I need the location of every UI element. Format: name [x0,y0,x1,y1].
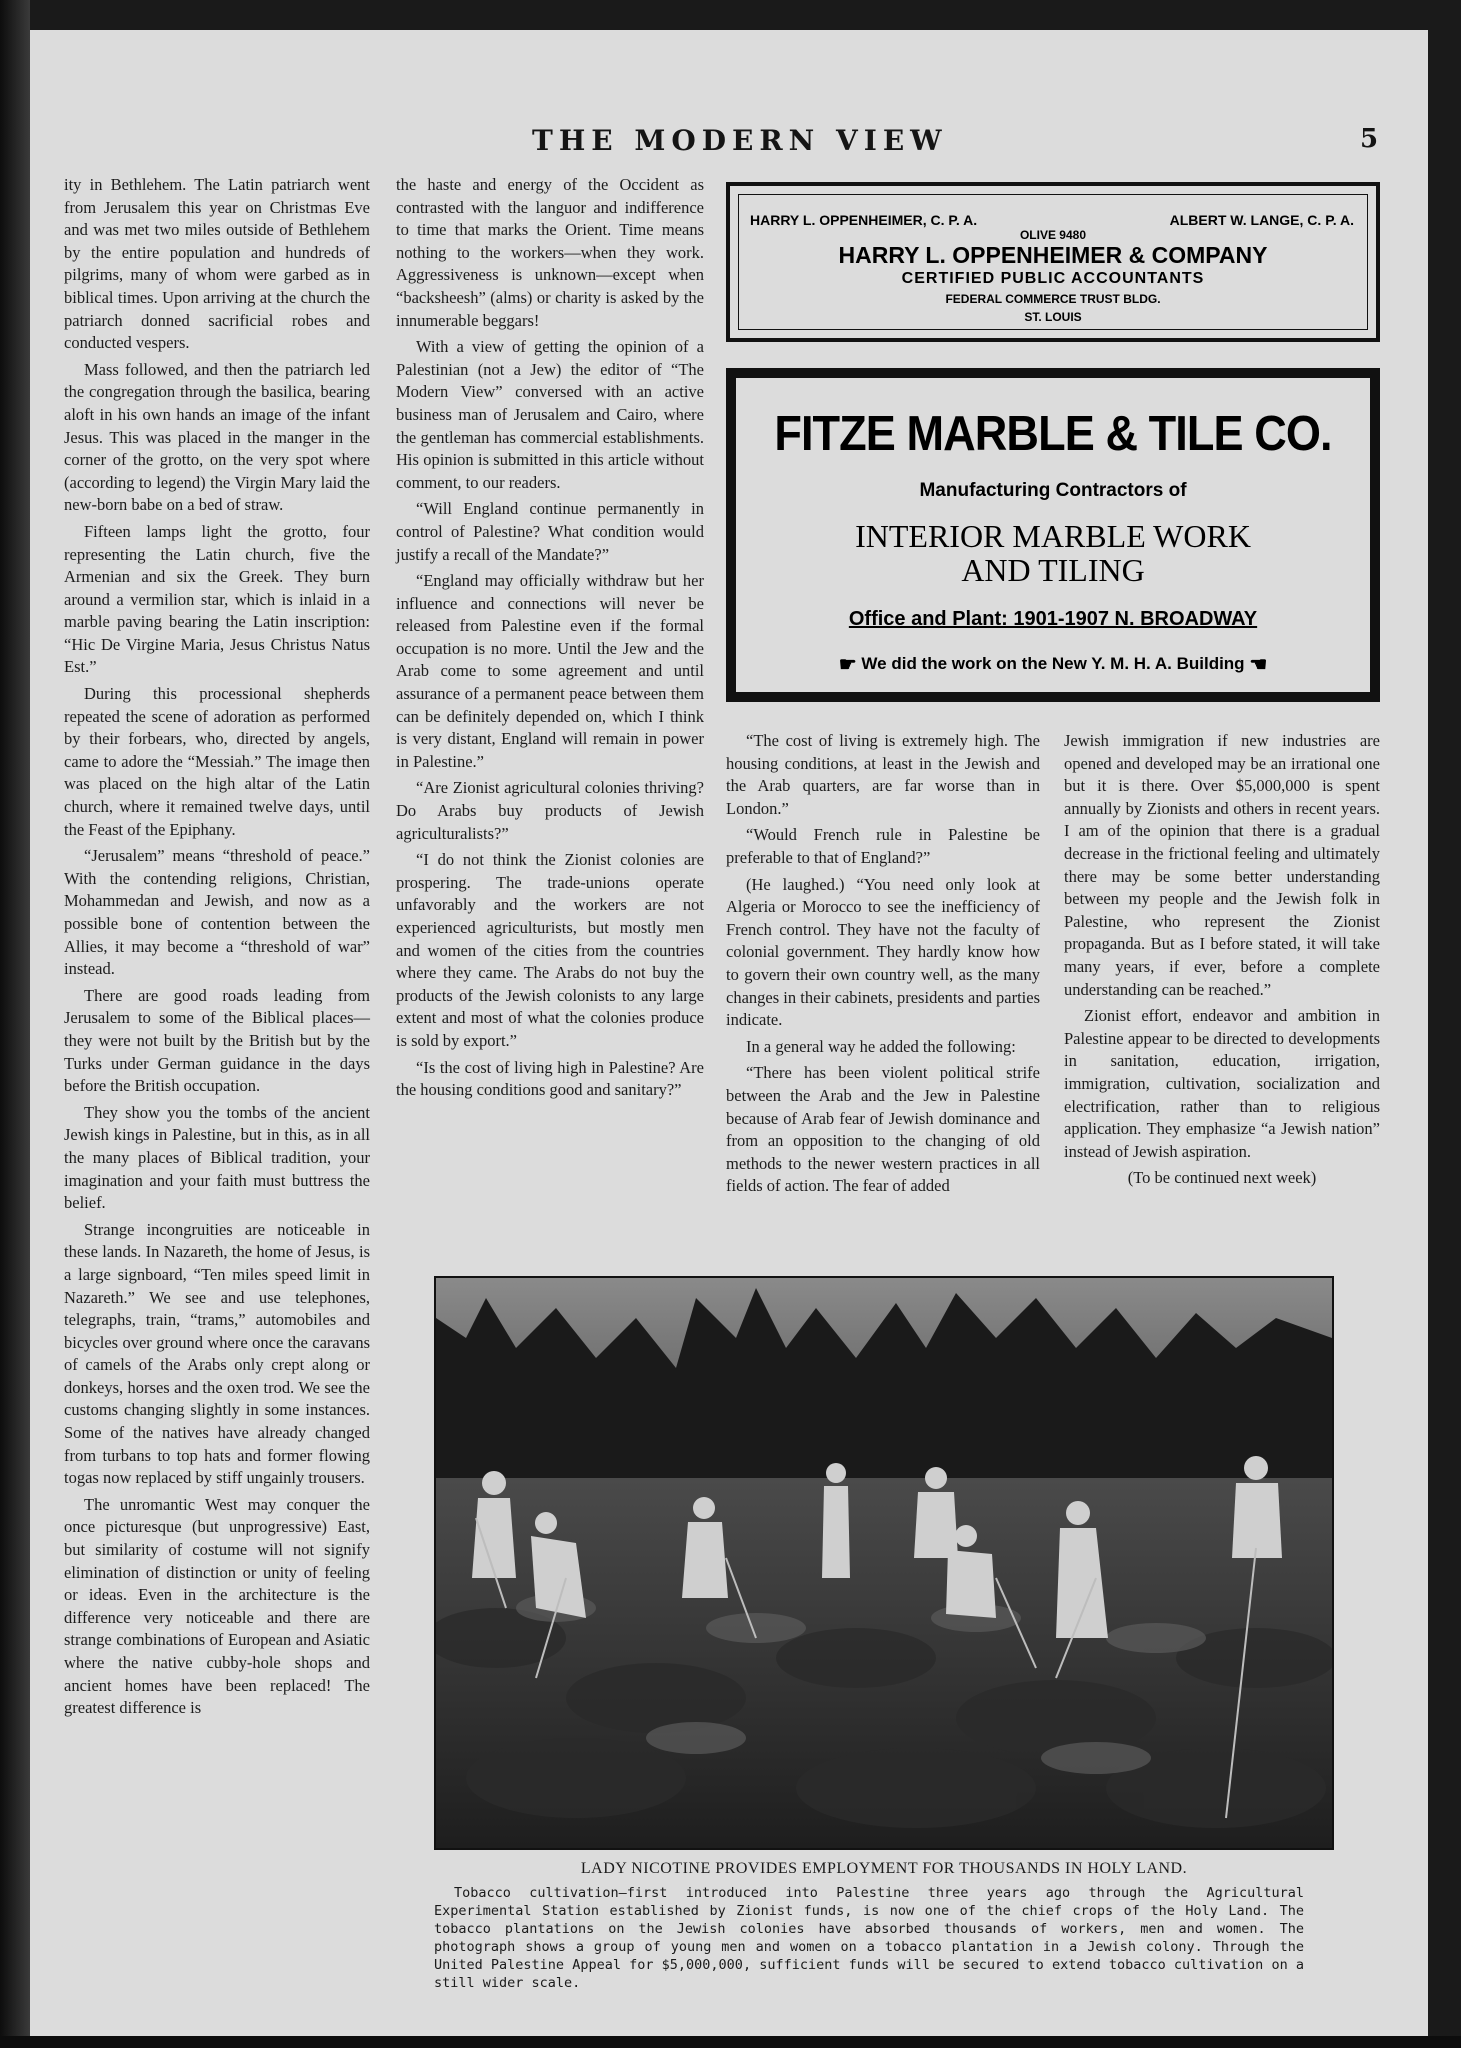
marble-manufacturing: Manufacturing Contractors of [919,480,1187,501]
marble-company-name: FITZE MARBLE & TILE CO. [774,407,1332,461]
photo-caption-body [434,1884,1304,1992]
paragraph: Mass followed, and then the patriarch led the congregation through the basilica, bearing aloft in his own hands an image of the infant Jesus. This was placed in the manger in the corner of the grotto, on the very spot where (according to legend) the Virgin Mary laid the new-born babe on a bed of straw. [64,359,370,515]
paragraph: “Jerusalem” means “threshold of peace.” With the contending religions, Christian, Mohammedan and Jewish, and now as a possible bone of contention between the Allies, it may become a “threshold of war” instead. [64,846,370,979]
photo-caption-title: LADY NICOTINE PROVIDES EMPLOYMENT FOR THOUSANDS IN HOLY LAND. [580,1860,1188,1877]
paragraph: “Are Zionist agricultural colonies thriving? Do Arabs buy products of Jewish agriculturalists?” [396,778,704,843]
paragraph: “Would French rule in Palestine be preferable to that of England?” [726,825,1040,867]
paragraph: “Will England continue permanently in control of Palestine? What condition would justify a recall of the Mandate?” [396,499,704,564]
accountants-advertisement [726,182,1380,342]
paragraph: “There has been violent political strife between the Arab and the Jew in Palestine because of Arab fear of Jewish dominance and from an opposition to the changing of old methods to the newer western practices in all fields of action. The fear of added [726,1063,1040,1196]
paragraph: Zionist effort, endeavor and ambition in Palestine appear to be directed to developments in sanitation, education, irrigation, immigration, cultivation, socialization and electrification, rather than to religious application. They emphasize “a Jewish nation” instead of Jewish aspiration. [1064,1006,1380,1161]
paragraph: With a view of getting the opinion of a Palestinian (not a Jew) the editor of “The Modern View” conversed with an active business man of Jerusalem and Cairo, where the gentleman has commercial establishments. His opinion is submitted in this article without comment, to our readers. [396,337,704,492]
paragraph: “Is the cost of living high in Palestine? Are the housing conditions good and sanitary?” [396,1057,704,1100]
binding-shadow [0,0,30,2048]
pointing-hand-left-icon: ☚ [1249,654,1268,676]
column-3 [726,730,1040,1202]
paragraph: “I do not think the Zionist colonies are prospering. The trade-unions operate unfavorably and the workers are not experienced agriculturists, but mostly men and women of the cities from the countries where they came. The Arabs do not buy the products of the Jewish colonists to any large extent and most of what the colonies produce is sold by export.” [396,850,704,1050]
pointing-hand-right-icon: ☛ [838,654,857,676]
marble-ymha-line [736,652,1370,677]
cpa-phone: OLIVE 9480 [1019,228,1087,242]
column-1 [64,174,370,1724]
cpa-city: ST. LOUIS [1024,310,1082,324]
continued-note: (To be continued next week) [1127,1168,1317,1188]
bottom-shadow [0,2036,1461,2048]
marble-work-line-1: INTERIOR MARBLE WORK [855,518,1251,554]
paragraph: They show you the tombs of the ancient Jewish kings in Palestine, but in this, as in all the many places of Biblical tradition, your imagination and your faith must buttress the belief. [64,1102,370,1213]
cpa-left-name: HARRY L. OPPENHEIMER, C. P. A. [750,212,978,228]
tobacco-field-photograph [434,1276,1334,1850]
paragraph: Jewish immigration if new industries are opened and developed may be an irrational one but it is there. Over $5,000,000 is spent annually by Zionists and others in recent years. I am of the opinion that there is a gradual decrease in the frictional feeling and ultimately there may be some better understanding between my people and the Jewish folk in Palestine, who represent the Zionist propaganda. But as I before stated, it will take many years, if ever, before a complete understanding can be reached.” [1064,731,1380,999]
marble-advertisement [726,368,1380,702]
paragraph: Fifteen lamps light the grotto, four representing the Latin church, five the Armenian and six the Greek. They burn around a vermilion star, which is inlaid in a marble paving bearing the Latin inscription: “Hic De Virgine Maria, Jesus Christus Natus Est.” [64,521,370,677]
photo-caption-text: Tobacco cultivation—first introduced into Palestine three years ago through the Agricultural Experimental Station established by Zionist funds, is now one of the chief crops of the Holy Land. The tobacco plantations on the Jewish colonies have absorbed thousands of workers, men and women. The photograph shows a group of young men and women on a tobacco plantation in a Jewish colony. Through the United Palestine Appeal for $5,000,000, sufficient funds will be secured to extend tobacco cultivation on a still wider scale. [434,1885,1304,1991]
paragraph: The unromantic West may conquer the once picturesque (but unprogressive) East, but similarity of costume will not signify elimination of distinction or unity of feeling or ideas. Even in the architecture is the difference very noticeable and there are strange combinations of European and Asiatic where the native cubby-hole shops and ancient homes have been replaced! The greatest difference is [64,1494,370,1718]
paragraph: (He laughed.) “You need only look at Algeria or Morocco to see the inefficiency of French control. They have not the faculty of colonial government. They hardly know how to govern their own country well, as the many changes in their cabinets, presidents and parties indicate. [726,874,1040,1030]
paragraph: Strange incongruities are noticeable in these lands. In Nazareth, the home of Jesus, is a large signboard, “Ten miles speed limit in Nazareth.” We see and use telephones, telegraphs, train, “trams,” automobiles and bicycles over ground where once the caravans of camels of the Arabs only crept along or donkeys, horses and the oxen trod. We see the customs changing slightly in some instances. Some of the natives have already changed from turbans to top hats and former flowing togas now replaced by stiff ungainly trousers. [64,1219,370,1488]
paragraph: In a general way he added the following: [746,1036,1016,1056]
photo-illustration [436,1278,1332,1848]
cpa-address: FEDERAL COMMERCE TRUST BLDG. [945,292,1161,306]
paragraph: There are good roads leading from Jerusalem to some of the Biblical places—they were not built by the British but by the Turks under German guidance in the days before the British occupation. [64,985,370,1096]
marble-ymha-text: We did the work on the New Y. M. H. A. Building [861,653,1245,673]
column-4 [1064,730,1380,1194]
paragraph: During this processional shepherds repeated the scene of adoration as performed by their forbears, who, directed by angels, came to adore the “Messiah.” The image then was placed on the high altar of the Latin church, where it remained twelve days, until the Feast of the Epiphany. [64,684,370,839]
marble-office-address: Office and Plant: 1901-1907 N. BROADWAY [848,608,1258,630]
page-number: 5 [1360,124,1379,154]
column-2 [396,174,704,1106]
cpa-role: CERTIFIED PUBLIC ACCOUNTANTS [901,270,1205,287]
cpa-firm-name: HARRY L. OPPENHEIMER & COMPANY [838,242,1268,268]
paragraph: “England may officially withdraw but her influence and connections will never be released from Palestine even if the formal occupation is no more. Until the Jew and the Arab come to some agreement and until assurance of a permanent peace between them can be definitely depended on, which I think is very distant, England will remain in power in Palestine.” [396,571,704,771]
paragraph: “The cost of living is extremely high. The housing conditions, at least in the Jewish and the Arab quarters, are far worse than in London.” [726,731,1040,818]
paragraph: the haste and energy of the Occident as contrasted with the languor and indifference to time that marks the Orient. Time means nothing to the workers—when they work. Aggressiveness is unknown—except when “backsheesh” (alms) or charity is asked by the innumerable beggars! [396,175,704,330]
cpa-right-name: ALBERT W. LANGE, C. P. A. [1169,212,1354,228]
masthead: THE MODERN VIEW [532,124,948,157]
marble-work-line-2: AND TILING [961,552,1145,588]
paragraph: ity in Bethlehem. The Latin patriarch went from Jerusalem this year on Christmas Eve and was met two miles outside of Bethlehem by the entire population and hundreds of pilgrims, many of whom were garbed as in biblical times. Upon arriving at the church the patriarch donned sacrificial robes and conducted vespers. [64,175,370,353]
